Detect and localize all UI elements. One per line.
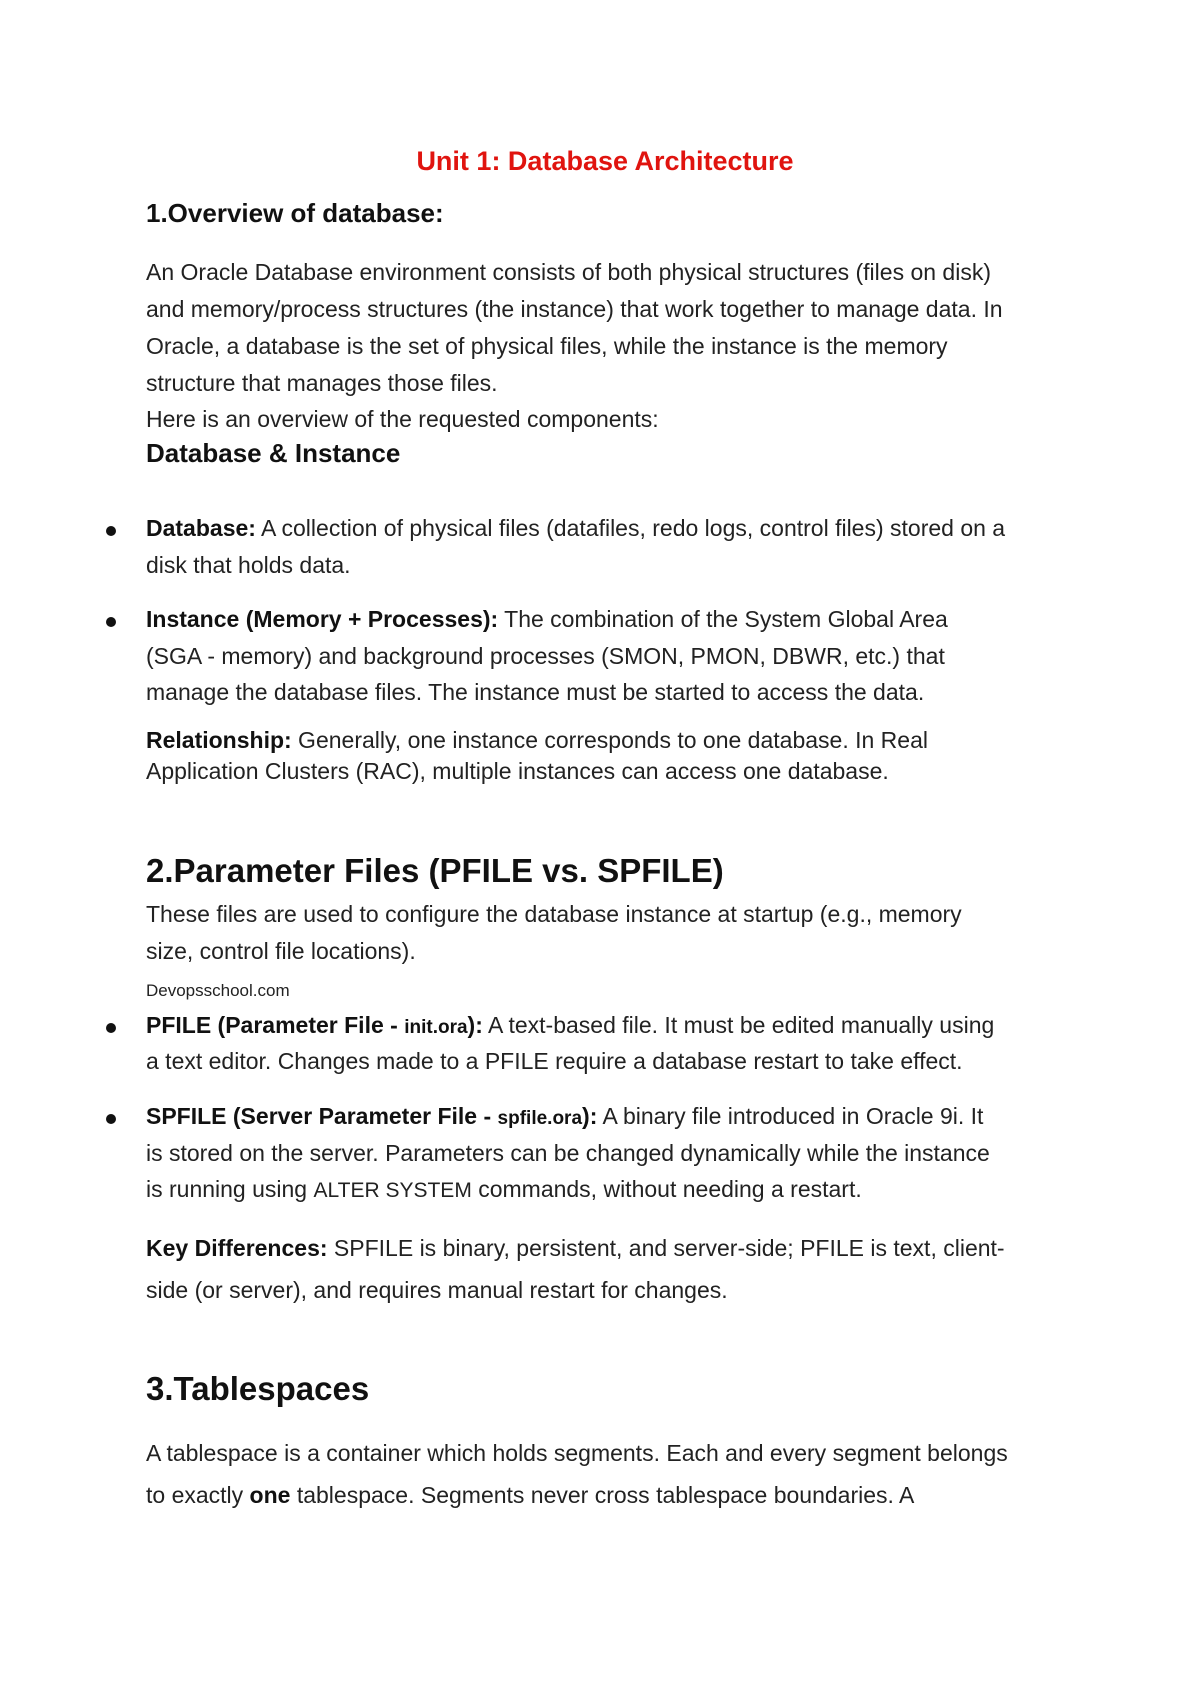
source-label: Devopsschool.com	[146, 981, 290, 1000]
parameter-files-line-1: These files are used to configure the database instance at startup (e.g., memory	[146, 901, 962, 927]
relationship-line-2: Application Clusters (RAC), multiple instances can access one database.	[146, 758, 889, 784]
instance-item-line-1: Instance (Memory + Processes): The combination of the System Global Area	[146, 606, 948, 632]
bullet-icon	[106, 1114, 116, 1124]
section-2-heading: 2.Parameter Files (PFILE vs. SPFILE)	[146, 852, 724, 889]
database-item-line-1: Database: A collection of physical files (datafiles, redo logs, control files) stored on a	[146, 515, 1006, 541]
relationship-line-1: Relationship: Generally, one instance corresponds to one database. In Real	[146, 727, 928, 753]
tablespaces-line-2: to exactly one tablespace. Segments never cross tablespace boundaries. A	[146, 1482, 915, 1508]
overview-line-4: structure that manages those files.	[146, 370, 498, 396]
bullet-icon	[106, 617, 116, 627]
document-title: Unit 1: Database Architecture	[416, 146, 794, 176]
tablespaces-line-1: A tablespace is a container which holds segments. Each and every segment belongs	[146, 1440, 1008, 1466]
instance-item-line-3: manage the database files. The instance must be started to access the data.	[146, 679, 925, 705]
bullet-icon	[106, 526, 116, 536]
overview-line-2: and memory/process structures (the instance) that work together to manage data. In	[146, 296, 1003, 322]
bullet-icon	[106, 1023, 116, 1033]
spfile-item-line-3: is running using ALTER SYSTEM commands, without needing a restart.	[146, 1176, 862, 1202]
section-1-heading: 1.Overview of database:	[146, 198, 444, 228]
pfile-item-line-1: PFILE (Parameter File - init.ora): A text-based file. It must be edited manually using	[146, 1012, 995, 1038]
spfile-item-line-2: is stored on the server. Parameters can be changed dynamically while the instance	[146, 1140, 990, 1166]
database-instance-heading: Database & Instance	[146, 438, 401, 468]
overview-line-3: Oracle, a database is the set of physical files, while the instance is the memory	[146, 333, 948, 359]
pfile-item-line-2: a text editor. Changes made to a PFILE require a database restart to take effect.	[146, 1048, 963, 1074]
instance-item-line-2: (SGA - memory) and background processes (SMON, PMON, DBWR, etc.) that	[146, 643, 945, 669]
key-differences-line-1: Key Differences: SPFILE is binary, persistent, and server-side; PFILE is text, client-	[146, 1235, 1005, 1261]
overview-line-5: Here is an overview of the requested components:	[146, 406, 659, 432]
section-3-heading: 3.Tablespaces	[146, 1370, 370, 1407]
parameter-files-line-2: size, control file locations).	[146, 938, 416, 964]
key-differences-line-2: side (or server), and requires manual restart for changes.	[146, 1277, 728, 1303]
spfile-item-line-1: SPFILE (Server Parameter File - spfile.ora): A binary file introduced in Oracle 9i. It	[146, 1103, 984, 1129]
overview-line-1: An Oracle Database environment consists of both physical structures (files on disk)	[146, 259, 991, 285]
database-item-line-2: disk that holds data.	[146, 552, 351, 578]
